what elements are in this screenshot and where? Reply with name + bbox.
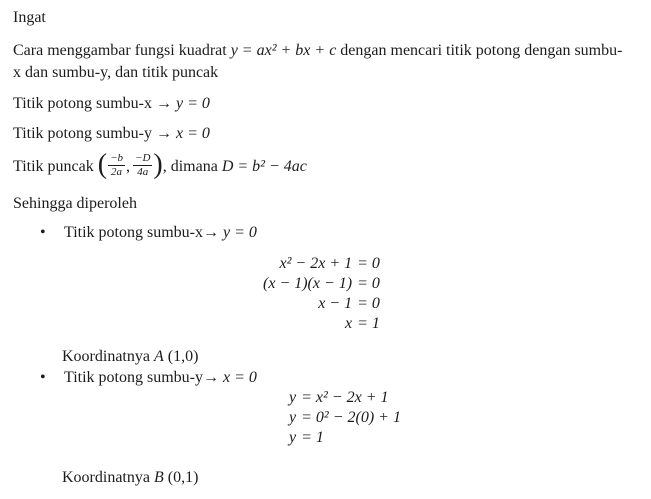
coordinate-b-value: (0,1) [163,469,199,486]
intro-math-quadratic: y = ax² + bx + c [230,42,337,59]
rule-y-math: x = 0 [176,125,210,142]
bullet2-text [64,368,257,388]
coordinate-b-label: Koordinatnya [62,469,154,486]
equation-rhs: = 1 [357,315,380,332]
equation-rhs: = 0² − 2(0) + 1 [301,409,401,426]
open-paren: ( [97,149,108,181]
coordinate-a-label: Koordinatnya [62,348,154,365]
equation-rhs: = x² − 2x + 1 [301,389,389,406]
vertex-mid-text: , dimana [162,158,222,175]
coordinate-b-var: B [153,469,164,486]
bullet-item-x-intercept [13,223,640,243]
intro-text-pre: Cara menggambar fungsi kuadrat [13,42,231,59]
intro-text-post: dengan mencari titik potong dengan sumbu- [336,42,623,59]
vertex-label: Titik puncak [13,158,98,175]
fraction-neg-b-over-2a [108,152,125,178]
rule-x-math: y = 0 [176,95,210,112]
equation-lhs: x − 1 [318,295,353,312]
coordinate-a-var: A [153,348,164,365]
close-paren: ) [153,149,163,181]
equation-rhs: = 0 [357,275,380,292]
rule-x-intercept [13,94,640,114]
bullet1-math: y = 0 [223,224,257,241]
equation-lhs: x² − 2x + 1 [279,255,353,272]
intro-text-line2: x dan sumbu-y, dan titik puncak [13,64,219,81]
equation-lhs: y [289,409,297,426]
bullet1-text [64,223,257,243]
equation-block-y-intercept [289,388,401,448]
fraction-numerator: −D [135,152,151,165]
sehingga-line: Sehingga diperoleh [13,195,137,212]
bullet-icon: • [40,224,46,241]
rule-y-intercept [13,124,640,144]
fraction-separator-comma: , [126,158,131,175]
fraction-denominator: 4a [137,165,149,178]
fraction-neg-d-over-4a [133,152,152,178]
equation-block-x-intercept [263,254,380,334]
fraction-numerator: −b [110,152,124,165]
equation-lhs: x [345,315,353,332]
bullet2-math: x = 0 [223,369,257,386]
discriminant-formula: D = b² − 4ac [221,158,307,175]
heading-ingat: Ingat [13,9,46,26]
equation-rhs: = 0 [357,295,380,312]
equation-lhs: (x − 1)(x − 1) [263,275,353,292]
coordinate-b-line [62,468,640,488]
equation-rhs: = 0 [357,255,380,272]
equation-lhs: y [289,389,297,406]
fraction-denominator: 2a [111,165,123,178]
coordinate-a-line [62,347,640,367]
bullet-item-y-intercept [13,368,640,388]
bullet-icon: • [40,369,46,386]
bullet1-label: Titik potong sumbu-x→ [64,224,223,241]
coordinate-a-value: (1,0) [163,348,199,365]
intro-paragraph [13,40,640,84]
vertex-formula-line [13,149,640,185]
equation-lhs: y [289,429,297,446]
rule-x-label: Titik potong sumbu-x → [13,95,176,112]
equation-rhs: = 1 [301,429,324,446]
rule-y-label: Titik potong sumbu-y → [13,125,176,142]
bullet2-label: Titik potong sumbu-y→ [64,369,223,386]
